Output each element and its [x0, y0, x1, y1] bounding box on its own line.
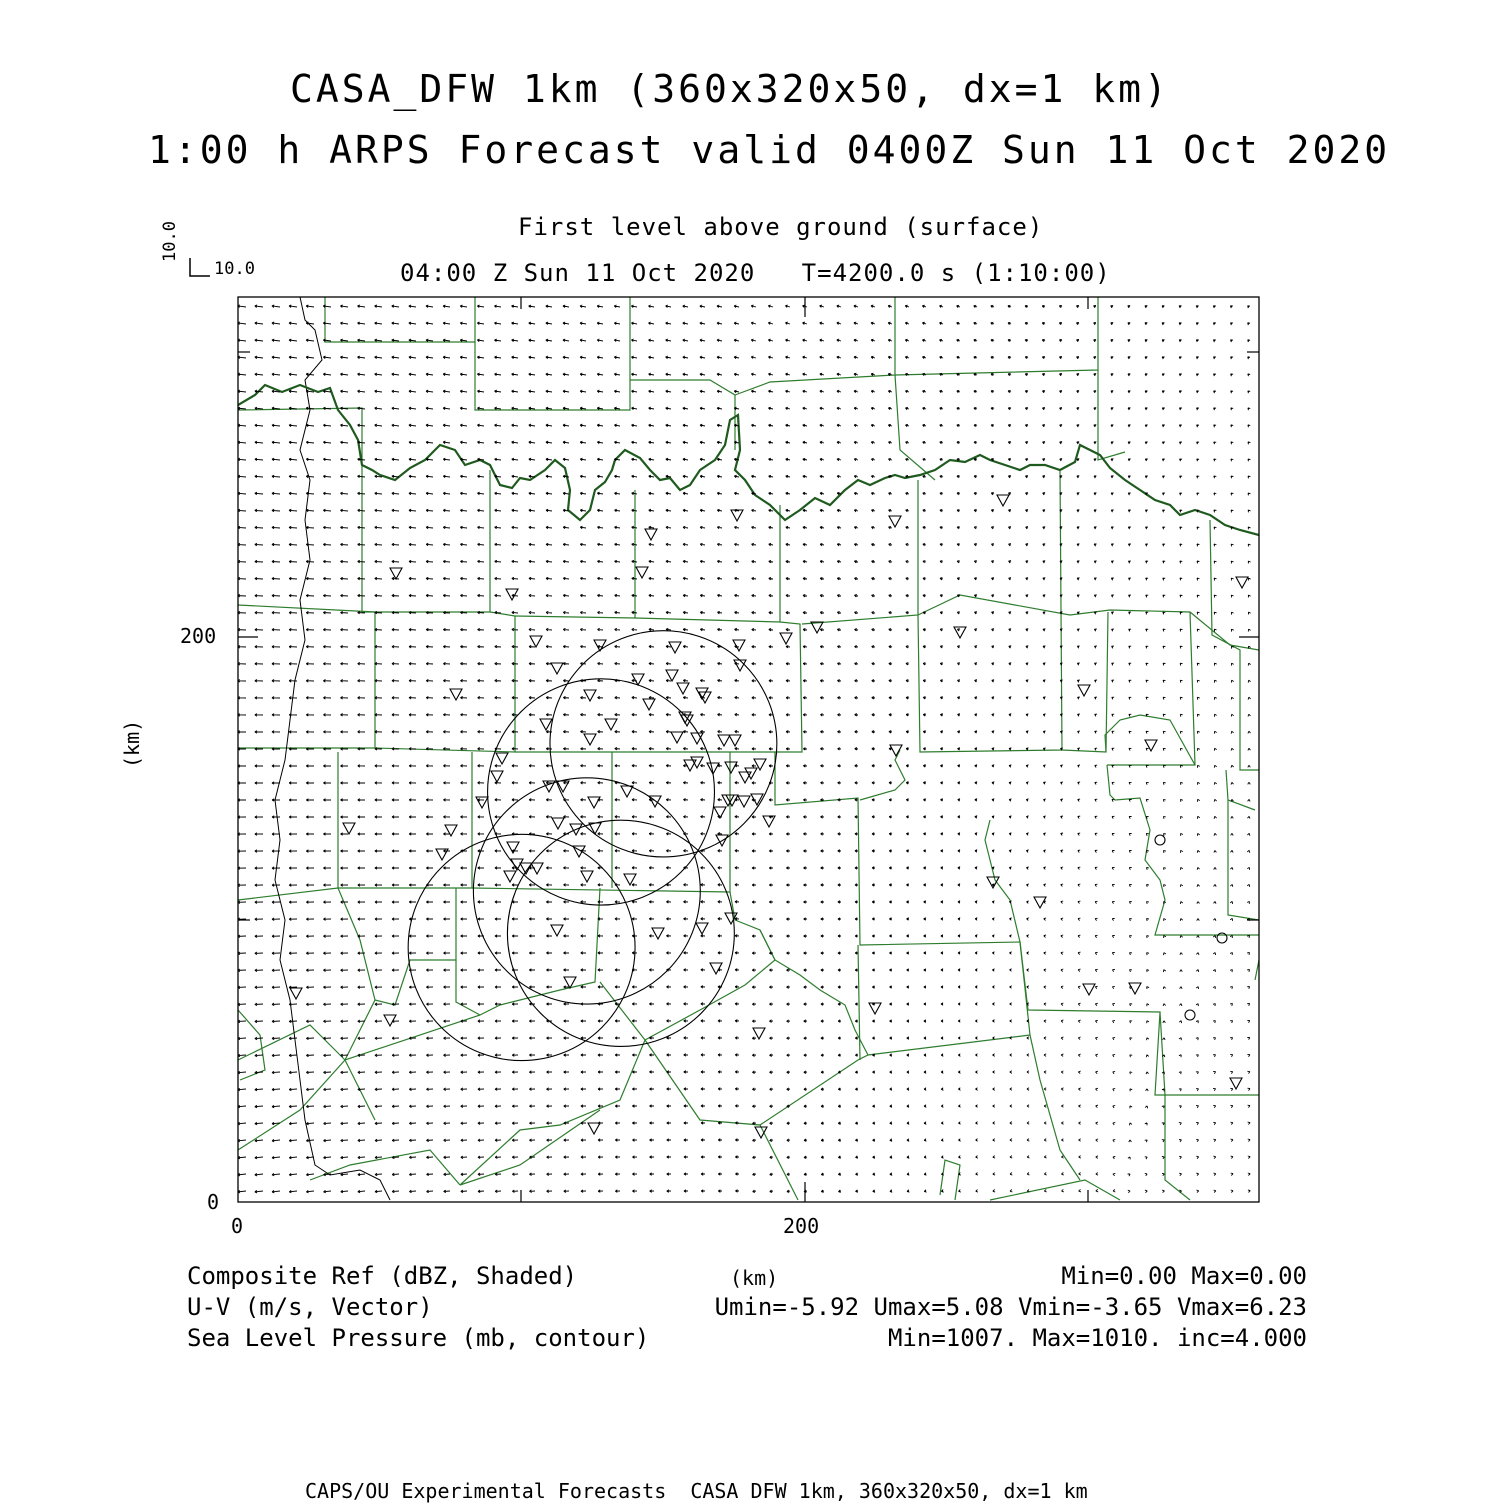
radar-circle-1	[550, 631, 777, 857]
y-tick-200: 200	[180, 624, 217, 648]
station-marker	[645, 529, 657, 540]
legend-wind-range: Umin=-5.92 Umax=5.08 Vmin=-3.65 Vmax=6.23	[714, 1293, 1307, 1321]
radar-circle-4	[507, 820, 734, 1046]
station-marker	[718, 735, 730, 746]
station-marker	[738, 796, 750, 807]
station-marker	[753, 1028, 765, 1039]
station-marker	[450, 689, 462, 700]
legend-reflectivity-range: Min=0.00 Max=0.00	[1061, 1262, 1307, 1290]
station-marker	[581, 871, 593, 882]
station-marker	[496, 753, 508, 764]
station-marker	[1129, 983, 1141, 994]
station-marker	[621, 786, 633, 797]
station-marker	[1083, 984, 1095, 995]
station-marker	[739, 772, 751, 783]
station-marker	[889, 516, 901, 527]
station-marker	[722, 795, 734, 806]
station-circle-marker	[1185, 1010, 1195, 1020]
station-marker	[530, 636, 542, 647]
station-marker	[710, 963, 722, 974]
footer-credit: CAPS/OU Experimental Forecasts CASA DFW 1km, 360x320x50, dx=1 km	[305, 1479, 1088, 1503]
station-marker	[390, 568, 402, 579]
reference-vector-icon	[190, 258, 210, 276]
y-tick-0: 0	[207, 1190, 220, 1214]
station-marker	[745, 768, 757, 779]
station-marker	[605, 719, 617, 730]
station-marker	[869, 1003, 881, 1014]
x-axis-unit: (km)	[730, 1266, 779, 1290]
station-marker	[696, 923, 708, 934]
station-marker	[780, 633, 792, 644]
station-marker	[551, 925, 563, 936]
station-marker	[1078, 685, 1090, 696]
station-marker	[384, 1015, 396, 1026]
station-marker	[734, 660, 746, 671]
station-marker	[476, 797, 488, 808]
station-marker	[1236, 577, 1248, 588]
station-marker	[725, 762, 737, 773]
station-marker	[506, 589, 518, 600]
legend-reflectivity: Composite Ref (dBZ, Shaded)	[187, 1262, 578, 1290]
station-marker	[491, 771, 503, 782]
station-marker	[681, 715, 693, 726]
x-tick-0: 0	[231, 1214, 244, 1238]
station-marker	[671, 732, 683, 743]
x-tick-200: 200	[783, 1214, 820, 1238]
station-marker	[1230, 1078, 1242, 1089]
station-marker	[504, 871, 516, 882]
station-marker	[290, 988, 302, 999]
state-boundary-red-river	[238, 385, 1259, 535]
station-marker	[594, 640, 606, 651]
legend-wind: U-V (m/s, Vector)	[187, 1293, 433, 1321]
radar-circle-2	[488, 679, 715, 905]
title-line1: CASA_DFW 1km (360x320x50, dx=1 km)	[290, 67, 1170, 111]
station-marker	[731, 510, 743, 521]
station-marker	[643, 699, 655, 710]
county-boundaries	[238, 297, 1259, 1200]
legend-pressure-range: Min=1007. Max=1010. inc=4.000	[887, 1324, 1307, 1352]
station-marker	[588, 797, 600, 808]
valid-time-label: 04:00 Z Sun 11 Oct 2020 T=4200.0 s (1:10:00)	[400, 259, 1111, 287]
level-label: First level above ground (surface)	[518, 213, 1044, 241]
station-marker	[997, 495, 1009, 506]
station-marker	[729, 735, 741, 746]
station-marker	[669, 642, 681, 653]
station-marker	[588, 1123, 600, 1134]
station-marker	[954, 627, 966, 638]
station-marker	[552, 818, 564, 829]
ref-vector-u-label: 10.0	[214, 259, 255, 279]
station-marker	[540, 719, 552, 730]
y-axis-unit: (km)	[120, 719, 144, 768]
station-marker	[531, 863, 543, 874]
station-marker	[584, 734, 596, 745]
title-line2: 1:00 h ARPS Forecast valid 0400Z Sun 11 Oct 2020	[148, 128, 1391, 172]
station-marker	[763, 816, 775, 827]
station-marker	[652, 928, 664, 939]
legend-pressure: Sea Level Pressure (mb, contour)	[187, 1324, 650, 1352]
station-marker	[584, 690, 596, 701]
station-marker	[343, 823, 355, 834]
station-circle-marker	[1155, 835, 1165, 845]
station-marker	[733, 640, 745, 651]
station-marker	[551, 663, 563, 674]
ref-vector-v-label: 10.0	[160, 221, 180, 262]
station-markers	[290, 495, 1248, 1138]
station-marker	[677, 683, 689, 694]
station-marker	[636, 567, 648, 578]
